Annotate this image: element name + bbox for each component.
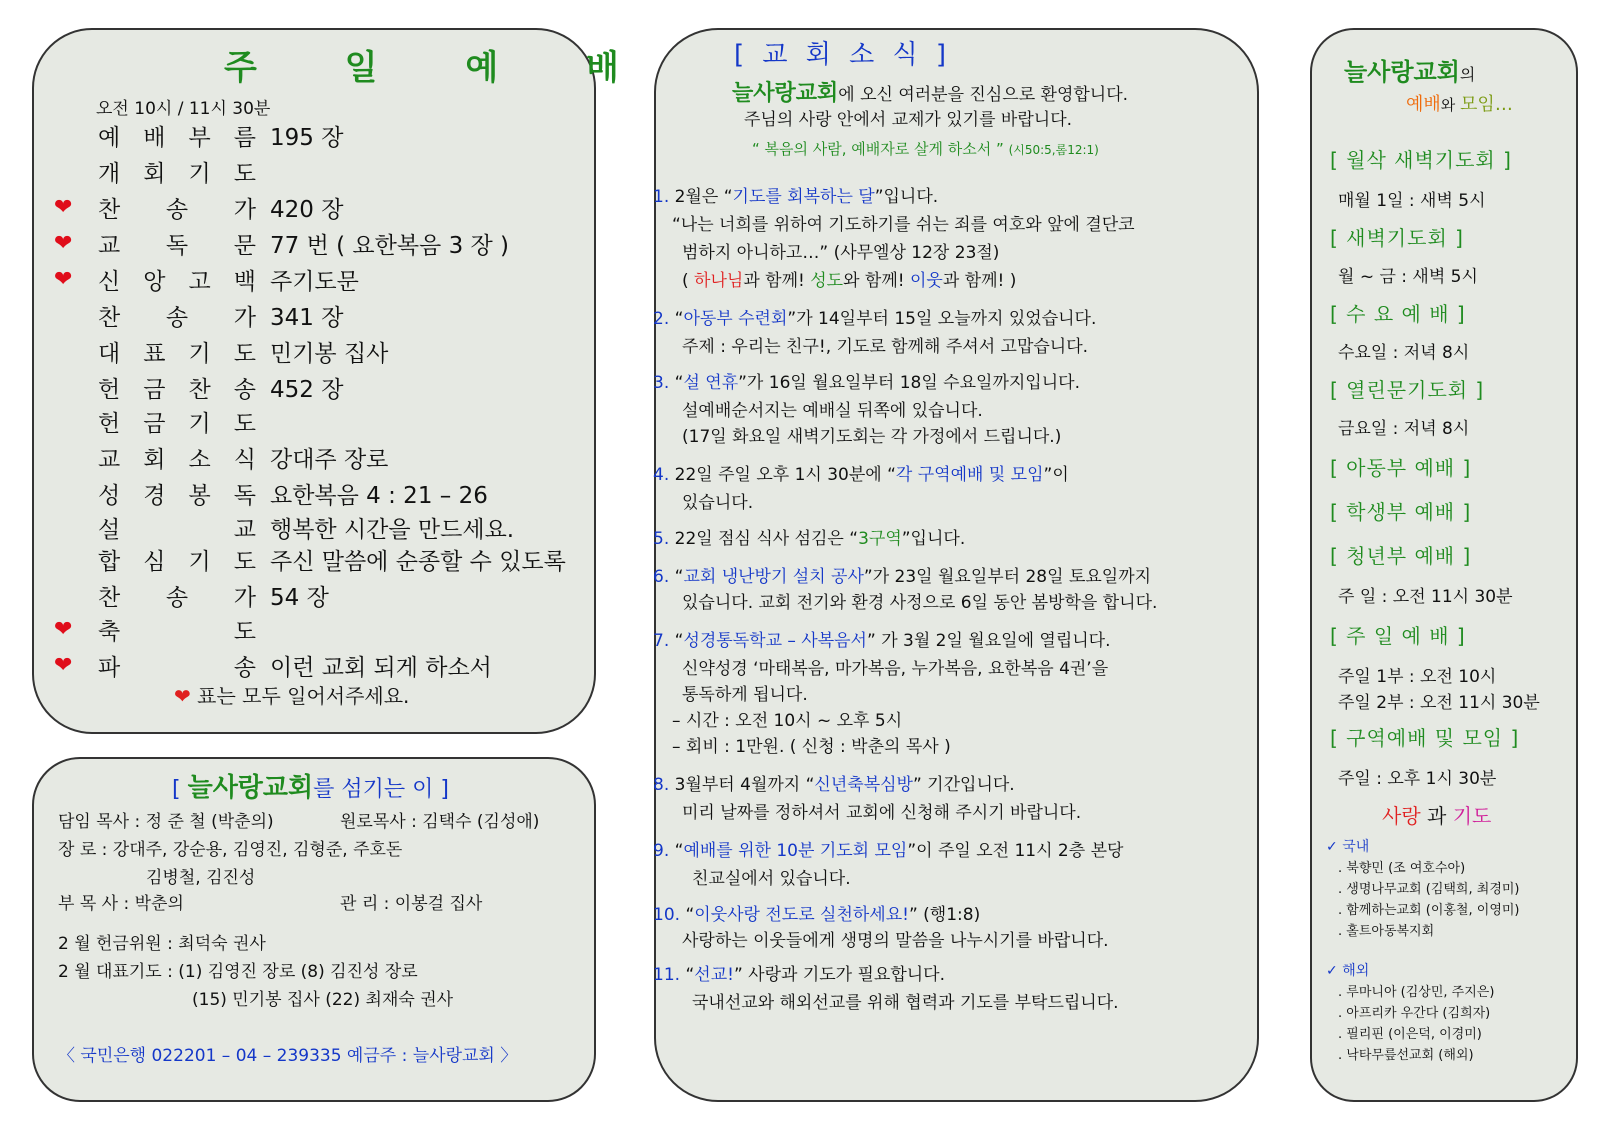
- worship-item-label: 파 송: [98, 654, 256, 681]
- meeting-time: 금요일 : 저녁 8시: [1338, 419, 1470, 439]
- check-icon: ✓: [1326, 839, 1338, 855]
- item-highlight: 설 연휴: [683, 373, 739, 393]
- overseas-item: . 아프리카 우간다 (김희자): [1338, 1006, 1491, 1021]
- church-staff-panel: [32, 757, 596, 1102]
- news-item-7-sub: 신약성경 ‘마태복음, 마가복음, 누가복음, 요한복음 4권’을: [682, 659, 1109, 679]
- news-item-8-sub: 미리 날짜를 정하셔서 교회에 신청해 주시기 바랍니다.: [682, 803, 1082, 823]
- worship-item-value: 77 번 ( 요한복음 3 장 ): [270, 232, 510, 259]
- meeting-heading: [ 학생부 예배 ]: [1330, 500, 1472, 524]
- worship-order-item: [54, 190, 343, 224]
- item-highlight: 각 구역예배 및 모임: [895, 465, 1044, 485]
- meeting-heading: [ 월삭 새벽기도회 ]: [1330, 148, 1512, 172]
- worship-item-value: 54 장: [270, 584, 329, 611]
- news-item-10: [653, 900, 980, 925]
- heart-icon: ❤: [174, 684, 191, 708]
- worship-item-label: 축 도: [98, 618, 256, 645]
- elders: 장 로 : 강대주, 강순용, 김영진, 김형준, 주호돈: [58, 840, 403, 860]
- worship-order-item: [54, 118, 343, 152]
- worship-item-label: 합 심 기 도: [98, 548, 256, 575]
- word-saint: 성도: [810, 271, 844, 291]
- worship-footer: [174, 680, 409, 709]
- item-post: ”가 14일부터 15일 오늘까지 있었습니다.: [787, 309, 1097, 329]
- item-pre: “: [669, 631, 684, 651]
- theme-verse: [752, 138, 1099, 159]
- domestic-item: . 함께하는교회 (이홍철, 이영미): [1338, 903, 1520, 918]
- item-pre: “: [669, 309, 684, 329]
- news-item-9-sub: 친교실에서 있습니다.: [692, 869, 851, 889]
- end: 과 함께! ): [942, 271, 1017, 291]
- meeting-heading: [ 주 일 예 배 ]: [1330, 624, 1466, 648]
- item-post: ”입니다.: [901, 529, 966, 549]
- item-post: ” (행1:8): [908, 905, 981, 925]
- heart-icon: ❤: [54, 194, 73, 220]
- title-worship: 예배: [1406, 94, 1441, 115]
- worship-item-value: 주신 말씀에 순종할 수 있도록: [270, 548, 566, 575]
- item-post: ”이 주일 오전 11시 2층 본당: [907, 841, 1124, 861]
- item-num: 11.: [653, 965, 681, 985]
- prayer-title: [1382, 800, 1491, 829]
- item-highlight: 3구역: [858, 529, 902, 549]
- item-post: ”이: [1043, 465, 1069, 485]
- item-highlight: 예배를 위한 10분 기도회 모임: [683, 841, 908, 861]
- paren: (: [682, 271, 695, 291]
- church-news-panel: [654, 28, 1259, 1102]
- worship-order-item: [54, 542, 566, 576]
- worship-item-value: 주기도문: [270, 268, 359, 295]
- item-pre: 22일 점심 식사 섬김은 “: [669, 529, 859, 549]
- domestic-item: . 북향민 (조 여호수아): [1338, 861, 1466, 876]
- mid2: 와 함께!: [843, 271, 910, 291]
- worship-item-label: 성 경 봉 독: [98, 482, 256, 509]
- meeting-heading: [ 청년부 예배 ]: [1330, 544, 1472, 568]
- news-item-2: [653, 304, 1096, 329]
- worship-item-value: 195 장: [270, 124, 344, 151]
- worship-item-label: 헌 금 기 도: [98, 410, 256, 437]
- domestic-item: . 생명나무교회 (김택희, 최경미): [1338, 882, 1520, 897]
- item-highlight: 성경통독학교 – 사복음서: [683, 631, 867, 651]
- emeritus-pastor: 원로목사 : 김택수 (김성애): [340, 812, 540, 832]
- item-post: ”가 16일 월요일부터 18일 수요일까지입니다.: [738, 373, 1080, 393]
- worship-order-item: [54, 476, 488, 510]
- title-and: 와: [1440, 96, 1461, 114]
- meeting-time: 주일 2부 : 오전 11시 30분: [1338, 693, 1540, 713]
- heart-icon: ❤: [54, 616, 73, 642]
- overseas-item: . 루마니아 (김상민, 주지은): [1338, 985, 1495, 1000]
- news-item-3-sub: 설예배순서지는 예배실 뒤쪽에 있습니다.: [682, 401, 983, 421]
- item-post: ”입니다.: [874, 187, 939, 207]
- senior-pastor: 담임 목사 : 정 준 철 (박춘의): [58, 812, 274, 832]
- worship-order-item: [54, 440, 388, 474]
- worship-order-item: [54, 226, 509, 260]
- worship-order-item: [54, 612, 270, 646]
- meeting-time: 주일 1부 : 오전 10시: [1338, 667, 1497, 687]
- worship-item-value: 341 장: [270, 304, 344, 331]
- item-num: 2.: [653, 309, 670, 329]
- meeting-time: 월 ~ 금 : 새벽 5시: [1338, 267, 1478, 287]
- worship-order-item: [54, 262, 359, 296]
- verse-text: “ 복음의 사람, 예배자로 살게 하소서 ”: [752, 140, 1004, 158]
- meeting-heading: [ 새벽기도회 ]: [1330, 226, 1464, 250]
- item-post: ” 기간입니다.: [912, 775, 1015, 795]
- worship-item-label: 예 배 부 름: [98, 124, 256, 151]
- item-pre: “: [680, 905, 695, 925]
- standing-note: 표는 모두 일어서주세요.: [197, 684, 410, 708]
- item-num: 1.: [653, 187, 670, 207]
- news-item-1-together: [682, 266, 1016, 291]
- meeting-heading: [ 수 요 예 배 ]: [1330, 302, 1466, 326]
- item-num: 6.: [653, 567, 670, 587]
- worship-order-item: [54, 298, 343, 332]
- news-item-1: [653, 182, 938, 207]
- meetings-subtitle: [1406, 90, 1513, 116]
- overseas-item: . 필리핀 (이은덕, 이경미): [1338, 1027, 1482, 1042]
- worship-order-item: [54, 578, 329, 612]
- news-item-8: [653, 770, 1015, 795]
- item-pre: “: [669, 841, 684, 861]
- worship-item-label: 헌 금 찬 송: [98, 376, 256, 403]
- item-post: ” 사랑과 기도가 필요합니다.: [733, 965, 946, 985]
- offering-committee: 2 월 헌금위원 : 최덕숙 권사: [58, 934, 266, 954]
- item-num: 5.: [653, 529, 670, 549]
- verse-ref: (시50:5,롬12:1): [1008, 143, 1099, 157]
- news-item-11-sub: 국내선교와 해외선교를 위해 협력과 기도를 부탁드립니다.: [692, 993, 1119, 1013]
- word-and: 과: [1420, 804, 1453, 828]
- title-meet: 모임…: [1460, 94, 1513, 115]
- news-item-6: [653, 562, 1151, 587]
- news-item-1-quote-2: 범하지 아니하고…” (사무엘상 12장 23절): [682, 243, 1000, 263]
- overseas-item: . 낙타무릎선교회 (해외): [1338, 1048, 1474, 1063]
- item-num: 3.: [653, 373, 670, 393]
- news-item-3: [653, 368, 1080, 393]
- welcome-rest: 에 오신 여러분을 진심으로 환영합니다.: [838, 85, 1129, 105]
- worship-order-item: [54, 154, 270, 188]
- news-item-4: [653, 460, 1069, 485]
- item-highlight: 교회 냉난방기 설치 공사: [683, 567, 864, 587]
- staff-title-bracket: [: [172, 777, 188, 802]
- worship-item-value: 민기봉 집사: [270, 340, 389, 367]
- news-item-2-sub: 주제 : 우리는 친구!, 기도로 함께해 주셔서 고맙습니다.: [682, 337, 1089, 357]
- item-num: 9.: [653, 841, 670, 861]
- worship-item-label: 교 독 문: [98, 232, 256, 259]
- worship-item-value: 이런 교회 되게 하소서: [270, 654, 492, 681]
- item-post: ”가 23일 월요일부터 28일 토요일까지: [863, 567, 1152, 587]
- news-item-7-time: – 시간 : 오전 10시 ~ 오후 5시: [672, 711, 903, 731]
- news-item-1-quote: “나는 너희를 위하여 기도하기를 쉬는 죄를 여호와 앞에 결단코: [672, 215, 1135, 235]
- worship-item-value: 강대주 장로: [270, 446, 389, 473]
- news-item-7-fee: – 회비 : 1만원. ( 신청 : 박춘의 목사 ): [672, 737, 951, 757]
- heart-icon: ❤: [54, 266, 73, 292]
- news-item-7: [653, 626, 1111, 651]
- item-highlight: 기도를 회복하는 달: [732, 187, 875, 207]
- item-highlight: 신년축복심방: [814, 775, 913, 795]
- item-pre: “: [669, 567, 684, 587]
- news-item-3-sub-2: (17일 화요일 새벽기도회는 각 가정에서 드립니다.): [682, 427, 1062, 447]
- word-prayer: 기도: [1452, 804, 1492, 828]
- worship-item-label: 찬 송 가: [98, 304, 256, 331]
- check-icon: ✓: [1326, 963, 1338, 979]
- news-item-10-sub: 사랑하는 이웃들에게 생명의 말씀을 나누시기를 바랍니다.: [682, 931, 1109, 951]
- item-highlight: 이웃사랑 전도로 실천하세요!: [694, 905, 909, 925]
- worship-item-value: 행복한 시간을 만드세요.: [270, 516, 515, 543]
- item-pre: “: [680, 965, 695, 985]
- item-pre: 3월부터 4월까지 “: [669, 775, 815, 795]
- overseas-label: 해외: [1342, 963, 1370, 979]
- associate-pastor: 부 목 사 : 박춘의: [58, 894, 184, 914]
- meeting-time: 매월 1일 : 새벽 5시: [1338, 191, 1486, 211]
- news-header: [ 교 회 소 식 ]: [734, 40, 952, 70]
- domestic-item: . 홀트아동복지회: [1338, 924, 1435, 939]
- item-pre: 2월은 “: [669, 187, 733, 207]
- worship-item-label: 대 표 기 도: [98, 340, 256, 367]
- representative-prayer: 2 월 대표기도 : (1) 김영진 장로 (8) 김진성 장로: [58, 962, 418, 982]
- worship-order-panel: [32, 28, 657, 734]
- news-item-9: [653, 836, 1123, 861]
- title-of: 의: [1459, 65, 1476, 84]
- word-love: 사랑: [1382, 804, 1421, 828]
- heart-icon: ❤: [54, 230, 73, 256]
- welcome-line-2: 주님의 사랑 안에서 교제가 있기를 바랍니다.: [744, 110, 1073, 130]
- news-item-7-sub-2: 통독하게 됩니다.: [682, 685, 808, 705]
- meeting-heading: [ 아동부 예배 ]: [1330, 456, 1472, 480]
- staff-title: [172, 767, 449, 804]
- item-pre: 22일 주일 오후 1시 30분에 “: [669, 465, 896, 485]
- worship-order-item: [54, 404, 270, 438]
- news-item-11: [653, 960, 945, 985]
- worship-order-item: [54, 648, 492, 682]
- staff-title-rest: 를 섬기는 이 ]: [313, 777, 449, 802]
- item-num: 10.: [653, 905, 681, 925]
- worship-item-label: 설 교: [98, 516, 256, 543]
- worship-item-label: 개 회 기 도: [98, 160, 256, 187]
- worship-title: 주 일 예 배: [224, 48, 657, 88]
- meeting-heading: [ 열린문기도회 ]: [1330, 378, 1485, 402]
- item-num: 7.: [653, 631, 670, 651]
- welcome-line: [732, 76, 1128, 107]
- domestic-header: [1326, 836, 1369, 856]
- staff-title-church: 늘사랑교회: [187, 773, 314, 803]
- caretaker: 관 리 : 이봉걸 집사: [340, 894, 483, 914]
- overseas-header: [1326, 960, 1369, 980]
- welcome-church: 늘사랑교회: [732, 81, 839, 106]
- representative-prayer-cont: (15) 민기봉 집사 (22) 최재숙 권사: [192, 990, 454, 1010]
- item-highlight: 아동부 수련회: [683, 309, 788, 329]
- item-num: 8.: [653, 775, 670, 795]
- meeting-time: 수요일 : 저녁 8시: [1338, 343, 1470, 363]
- mid1: 과 함께!: [743, 271, 811, 291]
- word-neighbor: 이웃: [909, 271, 943, 291]
- worship-item-label: 찬 송 가: [98, 584, 256, 611]
- worship-time: 오전 10시 / 11시 30분: [96, 99, 271, 119]
- title-church: 늘사랑교회: [1344, 58, 1460, 86]
- elders-cont: 김병철, 김진성: [146, 868, 256, 888]
- news-item-4-sub: 있습니다.: [682, 493, 754, 513]
- bank-account: 〈 국민은행 022201 – 04 – 239335 예금주 : 늘사랑교회 〉: [58, 1046, 518, 1066]
- meetings-panel: [1310, 28, 1578, 1102]
- worship-order-item: [54, 370, 343, 404]
- worship-order-item: [54, 510, 514, 544]
- item-pre: “: [669, 373, 684, 393]
- meetings-title: [1344, 52, 1475, 87]
- meeting-time: 주일 : 오후 1시 30분: [1338, 769, 1497, 789]
- item-post: ” 가 3월 2일 월요일에 열립니다.: [866, 631, 1111, 651]
- item-num: 4.: [653, 465, 670, 485]
- worship-item-value: 452 장: [270, 376, 344, 403]
- news-item-6-sub: 있습니다. 교회 전기와 환경 사정으로 6일 동안 봄방학을 합니다.: [682, 593, 1158, 613]
- domestic-label: 국내: [1342, 839, 1370, 855]
- worship-item-label: 신 앙 고 백: [98, 268, 256, 295]
- worship-item-value: 420 장: [270, 196, 344, 223]
- worship-item-label: 찬 송 가: [98, 196, 256, 223]
- meeting-time: 주 일 : 오전 11시 30분: [1338, 587, 1513, 607]
- worship-item-value: 요한복음 4 : 21 – 26: [270, 482, 488, 509]
- worship-order-item: [54, 334, 388, 368]
- item-highlight: 선교!: [694, 965, 734, 985]
- word-god: 하나님: [694, 271, 744, 291]
- worship-item-label: 교 회 소 식: [98, 446, 256, 473]
- heart-icon: ❤: [54, 652, 73, 678]
- news-item-5: [653, 524, 965, 549]
- meeting-heading: [ 구역예배 및 모임 ]: [1330, 726, 1520, 750]
